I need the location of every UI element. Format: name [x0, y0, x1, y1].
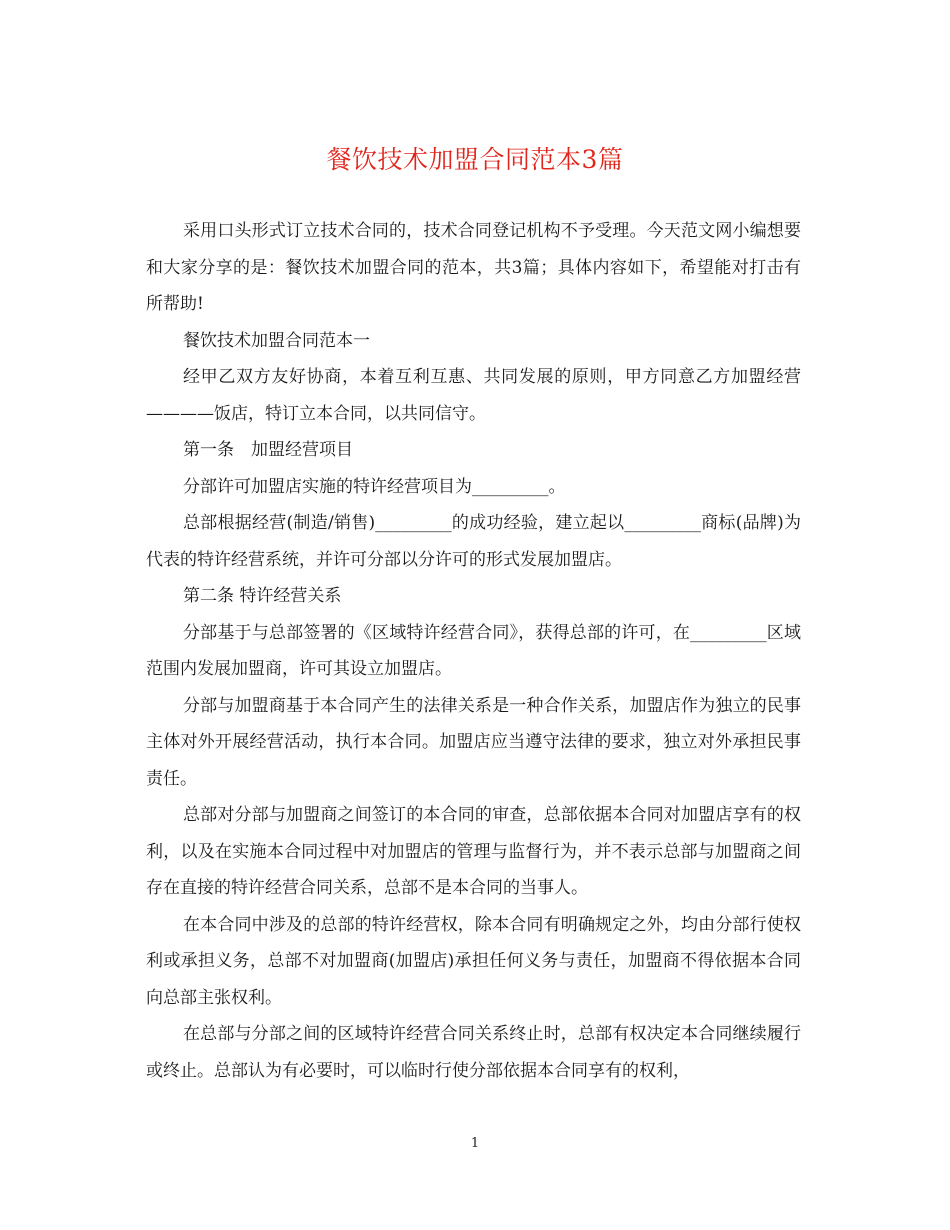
- document-body: [146, 213, 801, 1089]
- article-heading: 第二条 特许经营关系: [183, 586, 342, 606]
- paragraph: 在总部与分部之间的区域特许经营合同关系终止时，总部有权决定本合同继续履行或终止。总部认为有必要时，可以临时行使分部依据本合同享有的权利，: [146, 1024, 801, 1081]
- article-heading: 第一条 加盟经营项目: [183, 440, 353, 460]
- section-heading: 餐饮技术加盟合同范本一: [183, 330, 370, 351]
- page-number: 1: [470, 1136, 480, 1151]
- paragraph: 经甲乙双方友好协商，本着互利互惠、共同发展的原则，甲方同意乙方加盟经营————饭店，特订立本合同，以共同信守。: [146, 367, 801, 424]
- paragraph: 在本合同中涉及的总部的特许经营权，除本合同有明确规定之外，均由分部行使权利或承担义务，总部不对加盟商(加盟店)承担任何义务与责任，加盟商不得依据本合同向总部主张权利。: [146, 914, 801, 1008]
- paragraph: 分部许可加盟店实施的特许经营项目为_________。: [183, 476, 566, 497]
- paragraph: 总部根据经营(制造/销售)_________的成功经验，建立起以_________商标(品牌)为代表的特许经营系统，并许可分部以分许可的形式发展加盟店。: [146, 513, 801, 570]
- paragraph: 分部基于与总部签署的《区域特许经营合同》，获得总部的许可，在_________区域范围内发展加盟商，许可其设立加盟店。: [146, 622, 801, 679]
- intro-paragraph: 采用口头形式订立技术合同的，技术合同登记机构不予受理。今天范文网小编想要和大家分享的是：餐饮技术加盟合同的范本，共3篇；具体内容如下，希望能对打击有所帮助!: [146, 221, 801, 314]
- paragraph: 分部与加盟商基于本合同产生的法律关系是一种合作关系，加盟店作为独立的民事主体对外开展经营活动，执行本合同。加盟店应当遵守法律的要求，独立对外承担民事责任。: [146, 695, 801, 789]
- document-title: 餐饮技术加盟合同范本3篇: [326, 145, 624, 174]
- paragraph: 总部对分部与加盟商之间签订的本合同的审查，总部依据本合同对加盟店享有的权利，以及在实施本合同过程中对加盟店的管理与监督行为，并不表示总部与加盟商之间存在直接的特许经营合同关系，总部不是本合同的当事人。: [146, 805, 801, 898]
